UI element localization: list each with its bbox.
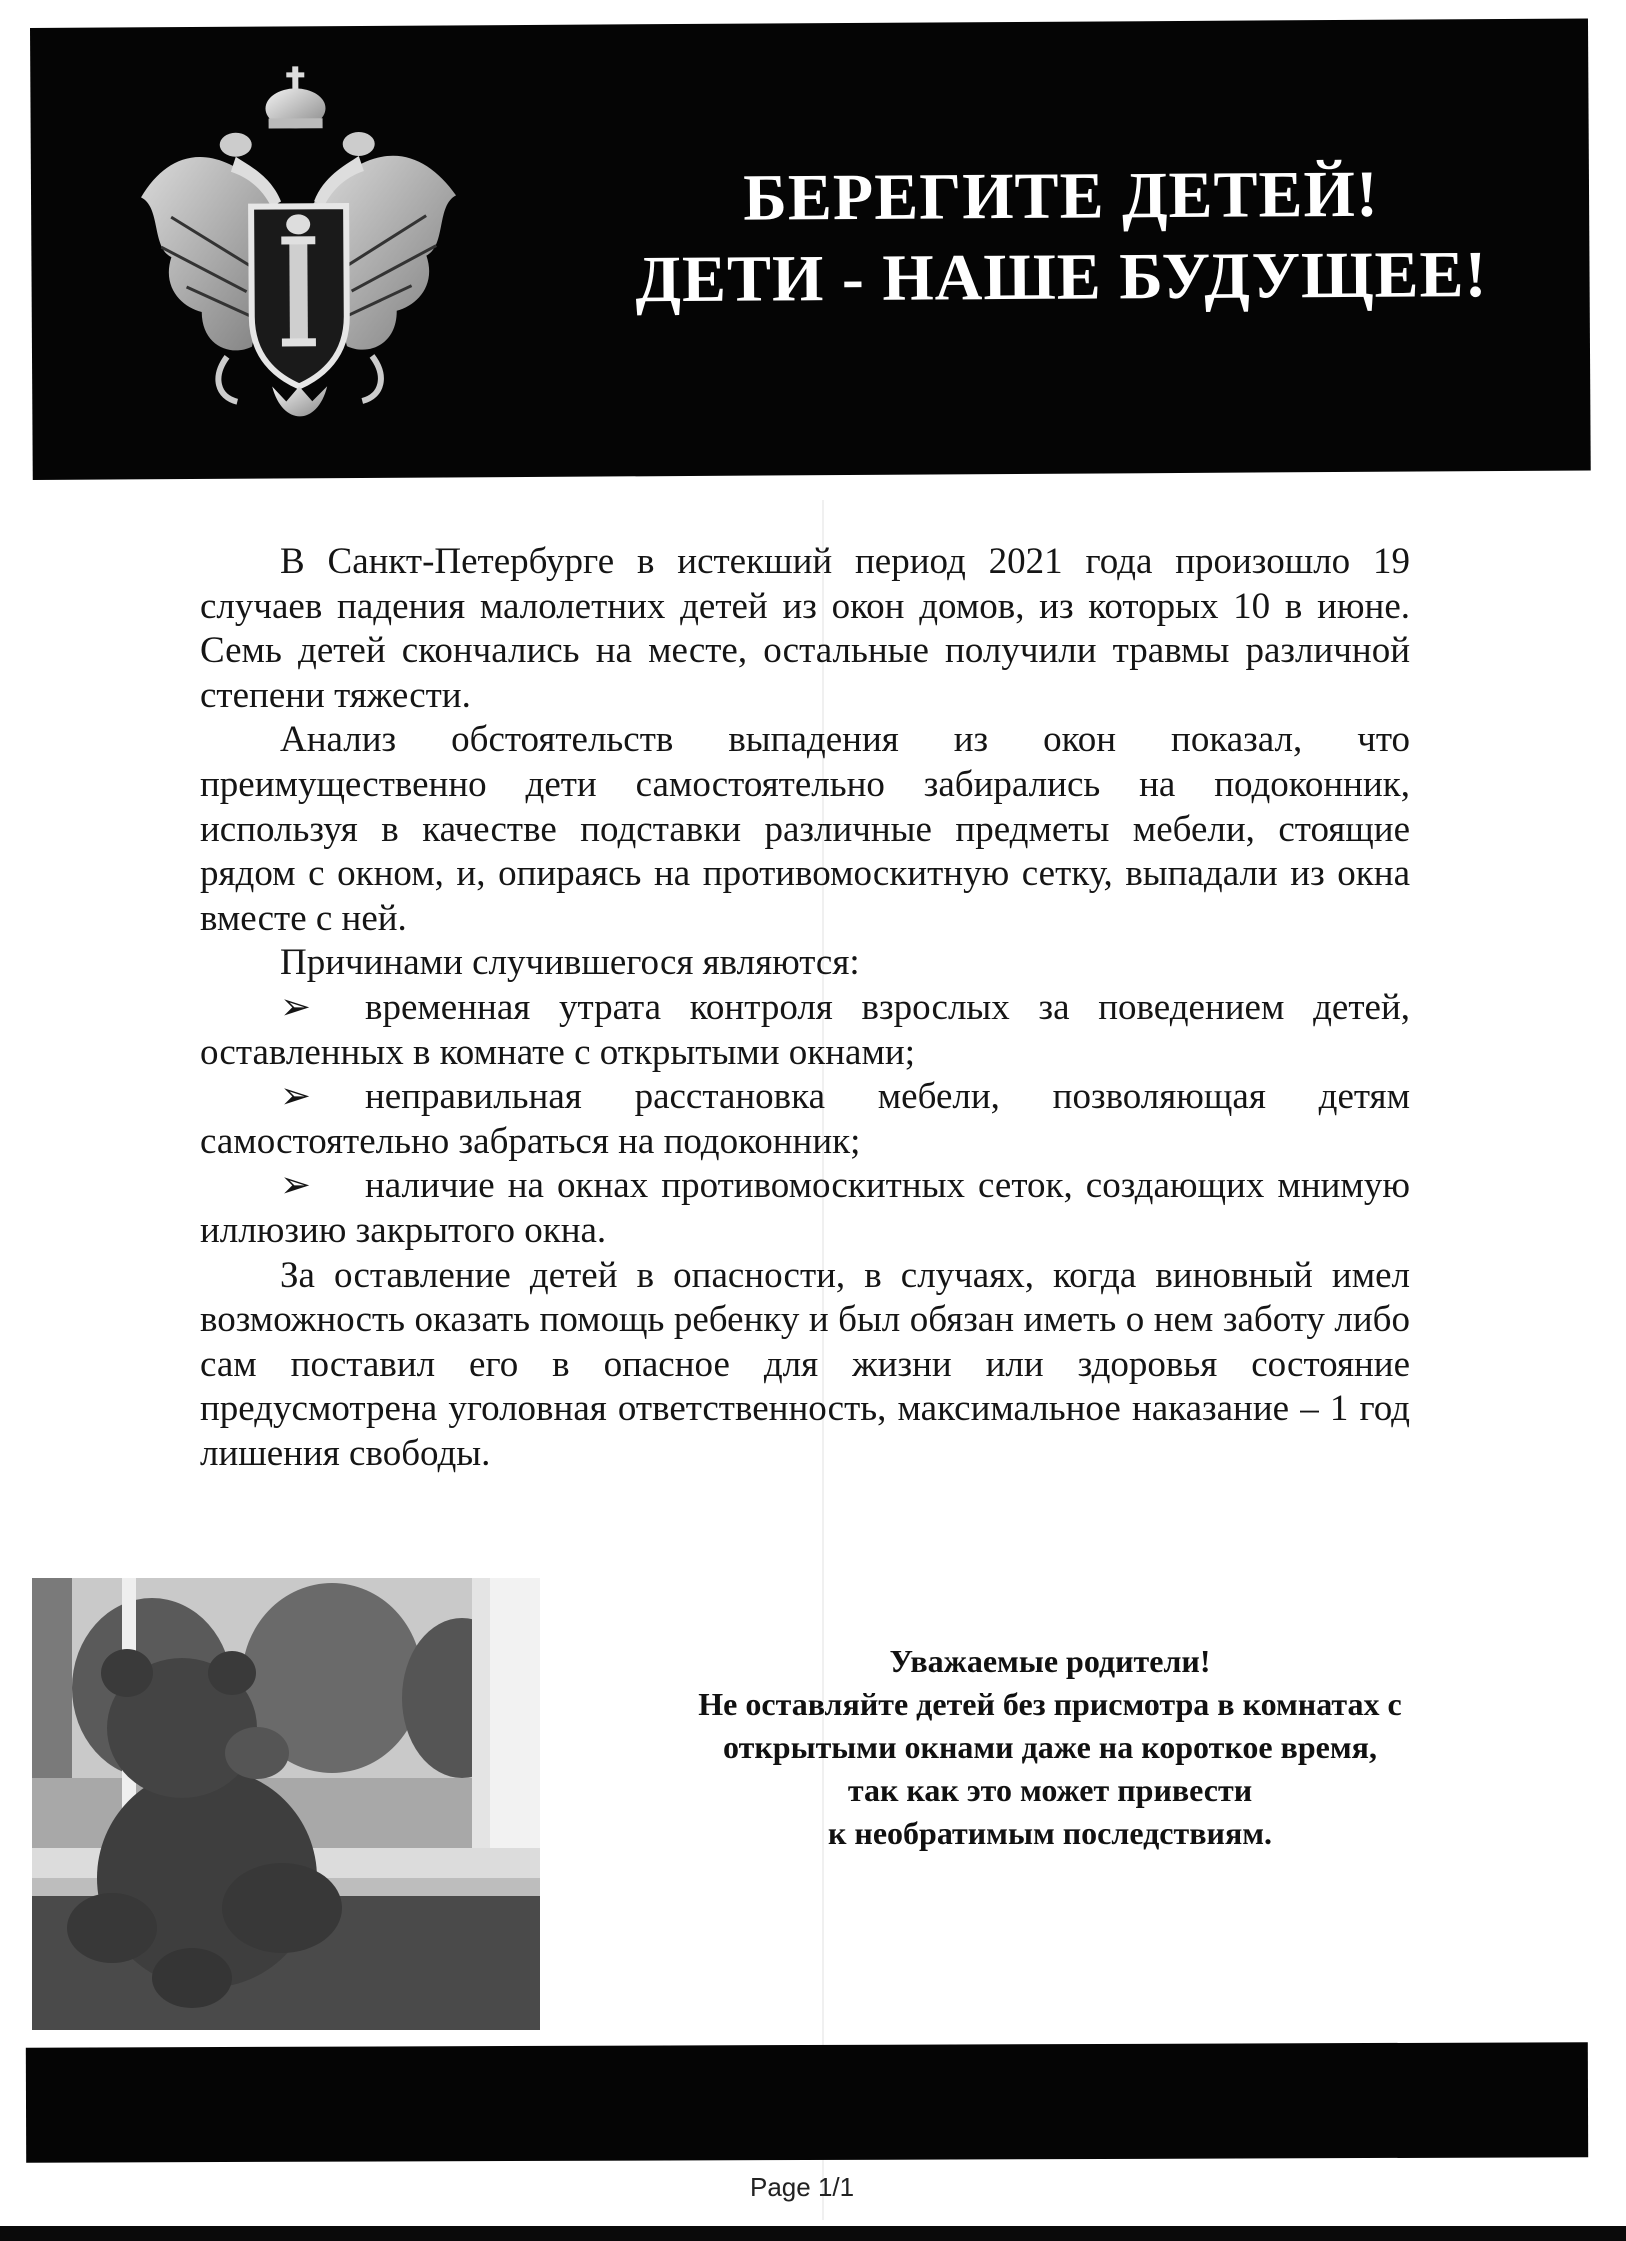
notice-line: так как это может привести bbox=[847, 1772, 1253, 1808]
main-text bbox=[200, 540, 1410, 1476]
arrow-bullet-icon: ➢ bbox=[280, 1165, 312, 1207]
bullet-item bbox=[200, 1164, 1410, 1253]
arrow-bullet-icon: ➢ bbox=[280, 986, 312, 1028]
banner-title bbox=[591, 154, 1532, 321]
prosecutor-emblem-icon bbox=[130, 55, 472, 457]
paragraph-liability: За оставление детей в опасности, в случаях, когда виновный имел возможность оказать помощь ребенку и был обязан иметь о нем заботу либо сам поставил его в опасное для жизни или здоровья состояние предусмотрена уголовная ответственность, максимальное наказание – 1 год лишения свободы. bbox=[200, 1254, 1410, 1474]
bullet-text: временная утрата контроля взрослых за поведением детей, оставленных в комнате с открытыми окнами; bbox=[200, 986, 1410, 1073]
notice-line: Не оставляйте детей без присмотра в комнатах с bbox=[698, 1686, 1402, 1722]
parents-notice bbox=[560, 1640, 1540, 1855]
paragraph-causes-intro: Причинами случившегося являются: bbox=[280, 942, 860, 984]
bullet-text: неправильная расстановка мебели, позволяющая детям самостоятельно забраться на подоконник; bbox=[200, 1076, 1410, 1162]
notice-line: к необратимым последствиям. bbox=[827, 1815, 1273, 1851]
paragraph-statistics: В Санкт-Петербурге в истекший период 2021 года произошло 19 случаев падения малолетних детей из окон домов, из которых 10 в июне. Семь детей скончались на месте, остальные получили травмы различной степени тяжести. bbox=[200, 541, 1410, 716]
notice-heading: Уважаемые родители! bbox=[889, 1643, 1211, 1679]
teddy-bear-photo bbox=[32, 1578, 540, 2030]
scan-bottom-edge bbox=[0, 2226, 1626, 2241]
page-number: Page 1/1 bbox=[750, 2172, 855, 2202]
banner-title-line-2: ДЕТИ - НАШЕ БУДУЩЕЕ! bbox=[635, 237, 1488, 316]
bullet-item bbox=[200, 1075, 1410, 1164]
notice-line: открытыми окнами даже на короткое время, bbox=[723, 1729, 1377, 1765]
banner-title-line-1: БЕРЕГИТЕ ДЕТЕЙ! bbox=[743, 157, 1380, 235]
header-banner bbox=[30, 18, 1591, 480]
teddy-bear-on-windowsill-icon bbox=[32, 1578, 540, 2030]
bullet-item bbox=[200, 986, 1410, 1075]
footer-bar bbox=[26, 2042, 1588, 2162]
bullet-text: наличие на окнах противомоскитных сеток, создающих мнимую иллюзию закрытого окна. bbox=[200, 1165, 1410, 1251]
arrow-bullet-icon: ➢ bbox=[280, 1076, 312, 1118]
paragraph-analysis: Анализ обстоятельств выпадения из окон показал, что преимущественно дети самостоятельно забирались на подоконник, используя в качестве подставки различные предметы мебели, стоящие рядом с окном, и, опираясь на противомоскитную сетку, выпадали из окна вместе с ней. bbox=[200, 719, 1410, 939]
